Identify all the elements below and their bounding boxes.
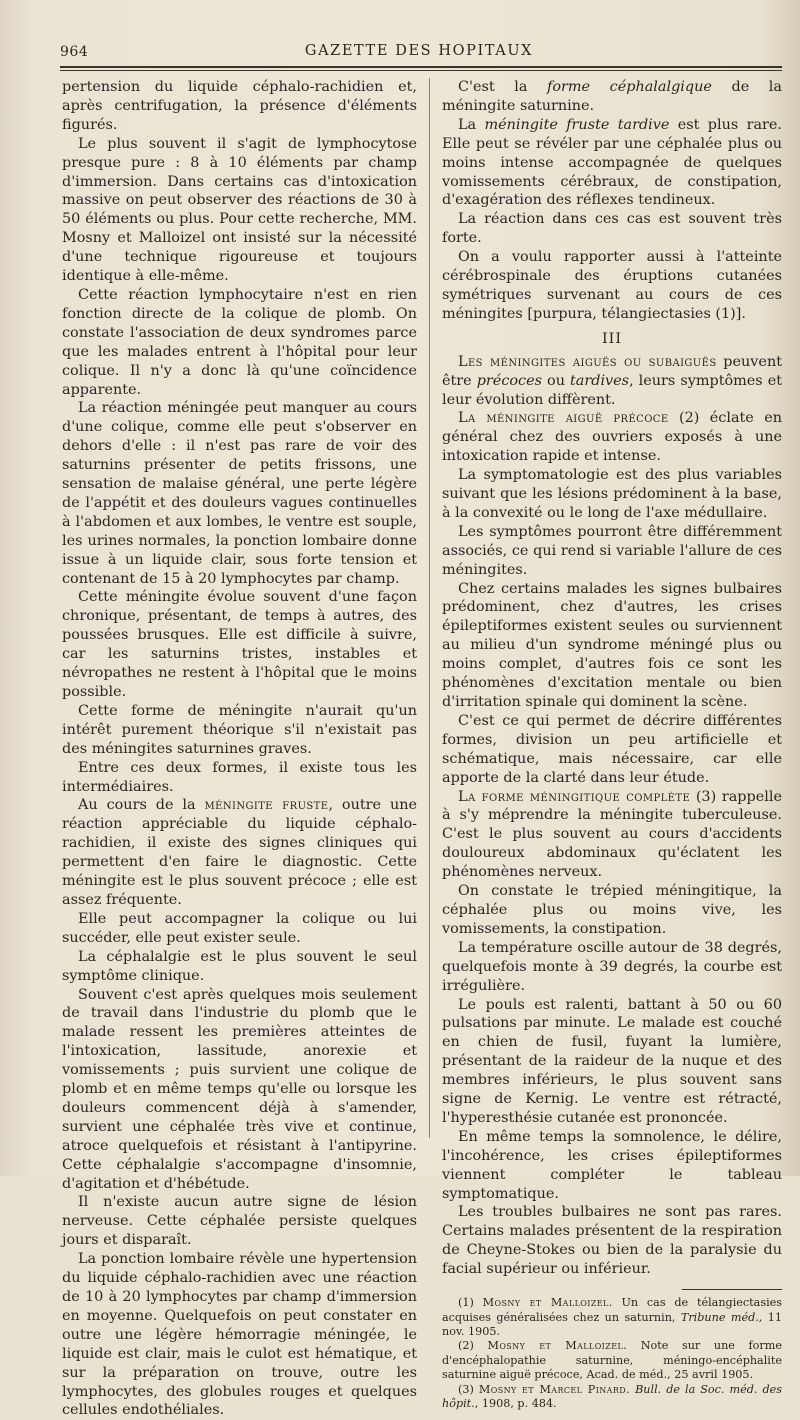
paragraph: Cette réaction lymphocytaire n'est en rien fonction directe de la colique de plomb. On constate l'association de deux syndromes parce que les malades entrent à l'hôpital pour leur colique. Il n'y a donc là qu'une coïncidence apparente.	[62, 286, 417, 398]
footnote-text: , 11 nov. 1905.	[442, 1310, 782, 1338]
page-number: 964	[60, 44, 89, 60]
footnote-marker: (1)	[458, 1296, 474, 1310]
footnote-source: Bull. de la Soc. méd. des hôpit.	[442, 1382, 782, 1410]
footnote-marker: (3)	[458, 1382, 474, 1396]
paragraph: En même temps la somnolence, le délire, l'incohérence, les crises épileptiformes viennent compléter le tableau symptomatique.	[442, 1128, 782, 1202]
paragraph: On constate le trépied méningitique, la céphalée plus ou moins vive, les vomissements, la constipation.	[442, 883, 782, 937]
paragraph: Les troubles bulbaires ne sont pas rares. Certains malades présentent de la respiration de Cheyne-Stokes ou bien de la paralysie du facial supérieur ou inférieur.	[442, 1204, 782, 1278]
paragraph	[442, 409, 782, 466]
paragraph: Les symptômes pourront être différemment associés, ce qui rend si variable l'allure de ces méningites.	[442, 523, 782, 578]
footnote	[442, 1383, 782, 1412]
header-rule-thin	[60, 70, 782, 71]
italic-term: forme céphalalgique	[547, 79, 712, 95]
section-number: III	[601, 330, 623, 347]
text-run: est plus rare. Elle peut se révéler par une céphalée plus ou moins intense accompagnée de quelques vomissements cérébraux, de constipation, d'exagération des réflexes tendineux.	[442, 116, 783, 209]
text-run: Au cours de la	[78, 797, 196, 814]
text-run: , outre une réaction appréciable du liquide céphalo-rachidien, il existe des signes cliniques qui permettent d'en faire le diagnostic. Cette méningite est le plus souvent précoce ; elle est assez fréquente.	[62, 797, 418, 908]
paragraph	[442, 116, 782, 211]
text-run: ou	[547, 372, 565, 389]
footnote	[442, 1339, 782, 1382]
paragraph: Cette forme de méningite n'aurait qu'un intérêt purement théorique s'il n'existait pas des méningites saturnines graves.	[62, 702, 417, 757]
footnote-rule	[682, 1289, 782, 1290]
paragraph	[442, 353, 782, 410]
header-rule-thick	[60, 66, 782, 68]
small-caps-term: Les méningites aiguës ou subaiguës	[458, 353, 717, 370]
text-run: peuvent être	[442, 353, 782, 389]
footnote-authors: Mosny et Marcel Pinard.	[478, 1382, 631, 1396]
paragraph: Entre ces deux formes, il existe tous les intermédiaires.	[62, 759, 417, 795]
paragraph: Souvent c'est après quelques mois seulement de travail dans l'industrie du plomb que le malade ressent les premières atteintes de l'intoxication, lassitude, anorexie et vomissements ; puis survient une colique de plomb et en même temps qu'elle ou lorsque les douleurs commencent déjà à s'amender, survient une céphalée très vive et continue, atroce quelquefois et résistant à l'antipyrine. Cette céphalalgie s'accompagne d'insomnie, d'agitation et d'hébétude.	[62, 986, 417, 1192]
paragraph: Cette méningite évolue souvent d'une façon chronique, présentant, de temps à autres, des poussées brusques. Elle est difficile à suivre, car les saturnins tristes, instables et névropathes ne restent à l'hôpital que le moins possible.	[62, 589, 417, 700]
paragraph	[62, 796, 417, 909]
journal-title: GAZETTE DES HOPITAUX	[304, 43, 534, 59]
text-run: (2) éclate en général chez des ouvriers exposés à une intoxication rapide et intense.	[442, 410, 783, 465]
paragraph: La réaction dans ces cas est souvent très forte.	[442, 211, 782, 247]
column-divider	[429, 78, 430, 1138]
left-column	[62, 78, 417, 1420]
page-header	[60, 40, 778, 64]
right-column	[442, 78, 782, 1411]
text-run: (3) rappelle à s'y méprendre la méningite tuberculeuse. C'est le plus souvent au cours d'accidents douloureux abdominaux qu'éclatent les phénomènes nerveux.	[442, 788, 782, 881]
text-run: C'est la	[458, 79, 528, 95]
paragraph	[442, 788, 782, 883]
paragraph: La réaction méningée peut manquer au cours d'une colique, comme elle peut s'observer en dehors d'elle : il n'est pas rare de voir des saturnins présenter de petits frissons, une sensation de malaise général, une perte légère de l'appétit et des douleurs vagues continuelles à l'abdomen et aux lombes, le ventre est souple, les urines normales, la ponction lombaire donne issue à un liquide clair, sous forte tension et contenant de 15 à 20 lymphocytes par champ.	[62, 400, 417, 587]
paragraph: La céphalalgie est le plus souvent le seul symptôme clinique.	[62, 948, 417, 984]
footnote-marker: (2)	[458, 1339, 474, 1353]
footnote	[442, 1296, 782, 1339]
paragraph: La ponction lombaire révèle une hypertension du liquide céphalo-rachidien avec une réaction de 10 à 20 lymphocytes par champ d'immersion en moyenne. Quelquefois on peut constater en outre une légère hémorragie méningée, le liquide est clair, mais le culot est hématique, et sur la préparation on trouve, outre les lymphocytes, des globules rouges et quelques cellules endothéliales.	[62, 1251, 417, 1419]
italic-term: méningite fruste tardive	[484, 116, 670, 133]
paragraph: pertension du liquide céphalo-rachidien et, après centrifugation, la présence d'éléments figurés.	[62, 79, 417, 133]
paragraph	[442, 78, 782, 116]
paragraph: On a voulu rapporter aussi à l'atteinte cérébrospinale des éruptions cutanées symétriques survenant au cours de ces méningites [purpura, télangiectasies (1)].	[442, 249, 782, 322]
paragraph: La température oscille autour de 38 degrés, quelquefois monte à 39 degrés, la courbe est irrégulière.	[442, 939, 782, 994]
footnote-text: , 1908, p. 484.	[474, 1396, 557, 1410]
text-run: La	[458, 116, 477, 133]
italic-term: précoces	[476, 372, 543, 389]
small-caps-term: La forme méningitique complète	[458, 788, 691, 805]
footnote-authors: Mosny et Malloizel.	[482, 1296, 613, 1310]
paragraph: C'est ce qui permet de décrire différentes formes, division un peu artificielle et schématique, mais nécessaire, car elle apporte de la clarté dans leur étude.	[442, 712, 782, 786]
footnote-text: Un cas de télangiectasies acquises généralisées chez un saturnin,	[442, 1296, 783, 1324]
footnote-authors: Mosny et Malloizel.	[487, 1339, 628, 1353]
paragraph: La symptomatologie est des plus variables suivant que les lésions prédominent à la base, à la convexité ou le long de l'axe médullaire.	[442, 467, 782, 521]
small-caps-term: méningite fruste	[204, 797, 329, 814]
paragraph: Elle peut accompagner la colique ou lui succéder, elle peut exister seule.	[62, 910, 417, 946]
italic-term: tardives	[569, 372, 630, 389]
footnote-text: Note sur une forme d'encéphalopathie saturnine, méningo-encéphalite saturnine aiguë précoce, Acad. de méd., 25 avril 1905.	[442, 1339, 782, 1382]
paragraph: Chez certains malades les signes bulbaires prédominent, chez d'autres, les crises épileptiformes existent seules ou surviennent au milieu d'un syndrome méningé plus ou moins complet, d'autres fois ce sont les phénomènes d'excitation mentale ou bien d'irritation spinale qui dominent la scène.	[442, 580, 782, 710]
paragraph: Le pouls est ralenti, battant à 50 ou 60 pulsations par minute. Le malade est couché en chien de fusil, fuyant la lumière, présentant de la raideur de la nuque et des membres inférieurs, le plus souvent sans signe de Kernig. Le ventre est rétracté, l'hyperesthésie cutanée est prononcée.	[442, 996, 782, 1126]
footnote-source: Tribune méd.	[680, 1310, 759, 1324]
text-run: de la méningite saturnine.	[442, 79, 782, 114]
small-caps-term: La méningite aiguë précoce	[458, 410, 669, 427]
text-run: , leurs symptômes et leur évolution diffèrent.	[442, 372, 782, 408]
paragraph: Le plus souvent il s'agit de lymphocytose presque pure : 8 à 10 éléments par champ d'immersion. Dans certains cas d'intoxication massive on peut observer des réactions de 30 à 50 éléments ou plus. Pour cette recherche, MM. Mosny et Malloizel ont insisté sur la nécessité d'une technique rigoureuse et toujours identique à elle-même.	[62, 135, 417, 285]
paragraph: Il n'existe aucun autre signe de lésion nerveuse. Cette céphalée persiste quelques jours et disparaît.	[62, 1194, 417, 1249]
